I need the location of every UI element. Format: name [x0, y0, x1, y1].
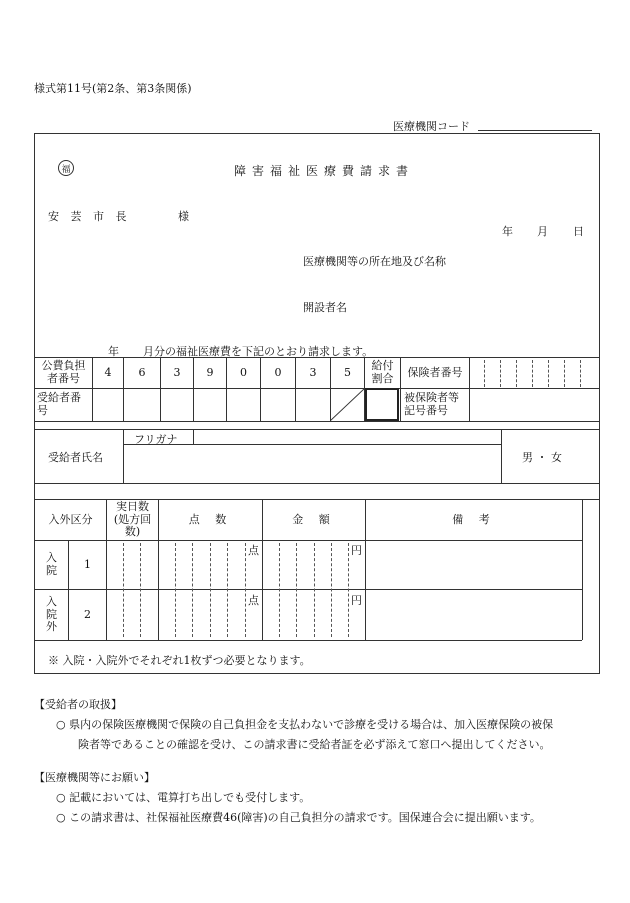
date-year-label: 年 — [502, 225, 513, 238]
diagonal-slash — [330, 389, 364, 421]
payer-digit: 4 — [104, 365, 112, 379]
insured-symbol-label: 被保険者等記号番号 — [404, 391, 459, 417]
request-text: 月分の福祉医療費を下記のとおり請求します。 — [143, 345, 374, 358]
header-days — [107, 500, 158, 540]
row-outpatient-yen-unit: 円 — [351, 594, 362, 607]
header-points: 点 数 — [188, 512, 233, 526]
row-inpatient-code: 1 — [84, 557, 91, 571]
request-year-label: 年 — [108, 345, 119, 358]
date-month-label: 月 — [537, 225, 548, 238]
recipient-note-line: 険者等であることの確認を受け、この請求書に受給者証を必ず添えて窓口へ提出してください。 — [78, 738, 551, 751]
header-type: 入外区分 — [48, 512, 93, 526]
row-inpatient-point-unit: 点 — [248, 544, 259, 557]
welfare-stamp-icon: 福 — [58, 160, 74, 176]
honorific: 様 — [178, 210, 189, 223]
row-inpatient-yen-unit: 円 — [351, 544, 362, 557]
addressee: 安 芸 市 長 — [48, 210, 131, 223]
benefit-ratio-field[interactable] — [365, 388, 399, 421]
recipient-note-line: ○ 県内の保険医療機関で保険の自己負担金を支払わないで診療を受ける場合は、加入医療保険の被保 — [56, 718, 554, 731]
institution-note-line: ○ この請求書は、社保福祉医療費46(障害)の自己負担分の請求です。国保連合会に提出願います。 — [56, 811, 541, 824]
billing-note: ※ 入院・入院外でそれぞれ1枚ずつ必要となります。 — [48, 654, 311, 667]
payer-digit: 3 — [309, 365, 317, 379]
institution-heading: 【医療機関等にお願い】 — [34, 771, 155, 784]
payer-digit: 5 — [344, 365, 351, 379]
header-days-main: 実日数 — [116, 500, 149, 514]
payer-digit: 3 — [173, 365, 181, 379]
form-number: 様式第11号(第2条、第3条関係) — [34, 82, 192, 95]
gender-selector[interactable]: 男 ・ 女 — [522, 451, 562, 464]
row-outpatient-point-unit: 点 — [248, 594, 259, 607]
institution-code-field[interactable] — [478, 130, 592, 131]
payer-number-label: 公費負担者番号 — [41, 359, 86, 385]
benefit-ratio-label: 給付割合 — [371, 359, 394, 385]
header-amount: 金 額 — [292, 512, 336, 526]
row-outpatient-code: 2 — [84, 607, 91, 621]
header-remarks: 備 考 — [452, 512, 496, 526]
payer-digit: 0 — [240, 365, 247, 379]
payer-digit: 6 — [138, 365, 146, 379]
row-inpatient-label: 入院 — [46, 551, 57, 577]
payer-digit: 0 — [274, 365, 282, 379]
form-title: 障害福祉医療費請求書 — [234, 164, 415, 178]
institution-label: 医療機関等の所在地及び名称 — [303, 255, 446, 268]
header-days-sub: (処方回数) — [113, 512, 152, 539]
insurer-number-label: 保険者番号 — [407, 365, 463, 379]
founder-label: 開設者名 — [303, 301, 347, 314]
institution-note-line: ○ 記載においては、電算打ち出しでも受付します。 — [56, 791, 311, 804]
date-day-label: 日 — [573, 225, 584, 238]
recipient-number-label: 受給者番号 — [37, 391, 81, 417]
recipient-heading: 【受給者の取扱】 — [34, 698, 122, 711]
row-outpatient-label: 入院外 — [46, 595, 57, 634]
furigana-label: フリガナ — [134, 433, 178, 446]
institution-code-label: 医療機関コード — [393, 120, 470, 133]
recipient-name-label: 受給者氏名 — [48, 451, 103, 464]
payer-digit: 9 — [206, 365, 214, 379]
